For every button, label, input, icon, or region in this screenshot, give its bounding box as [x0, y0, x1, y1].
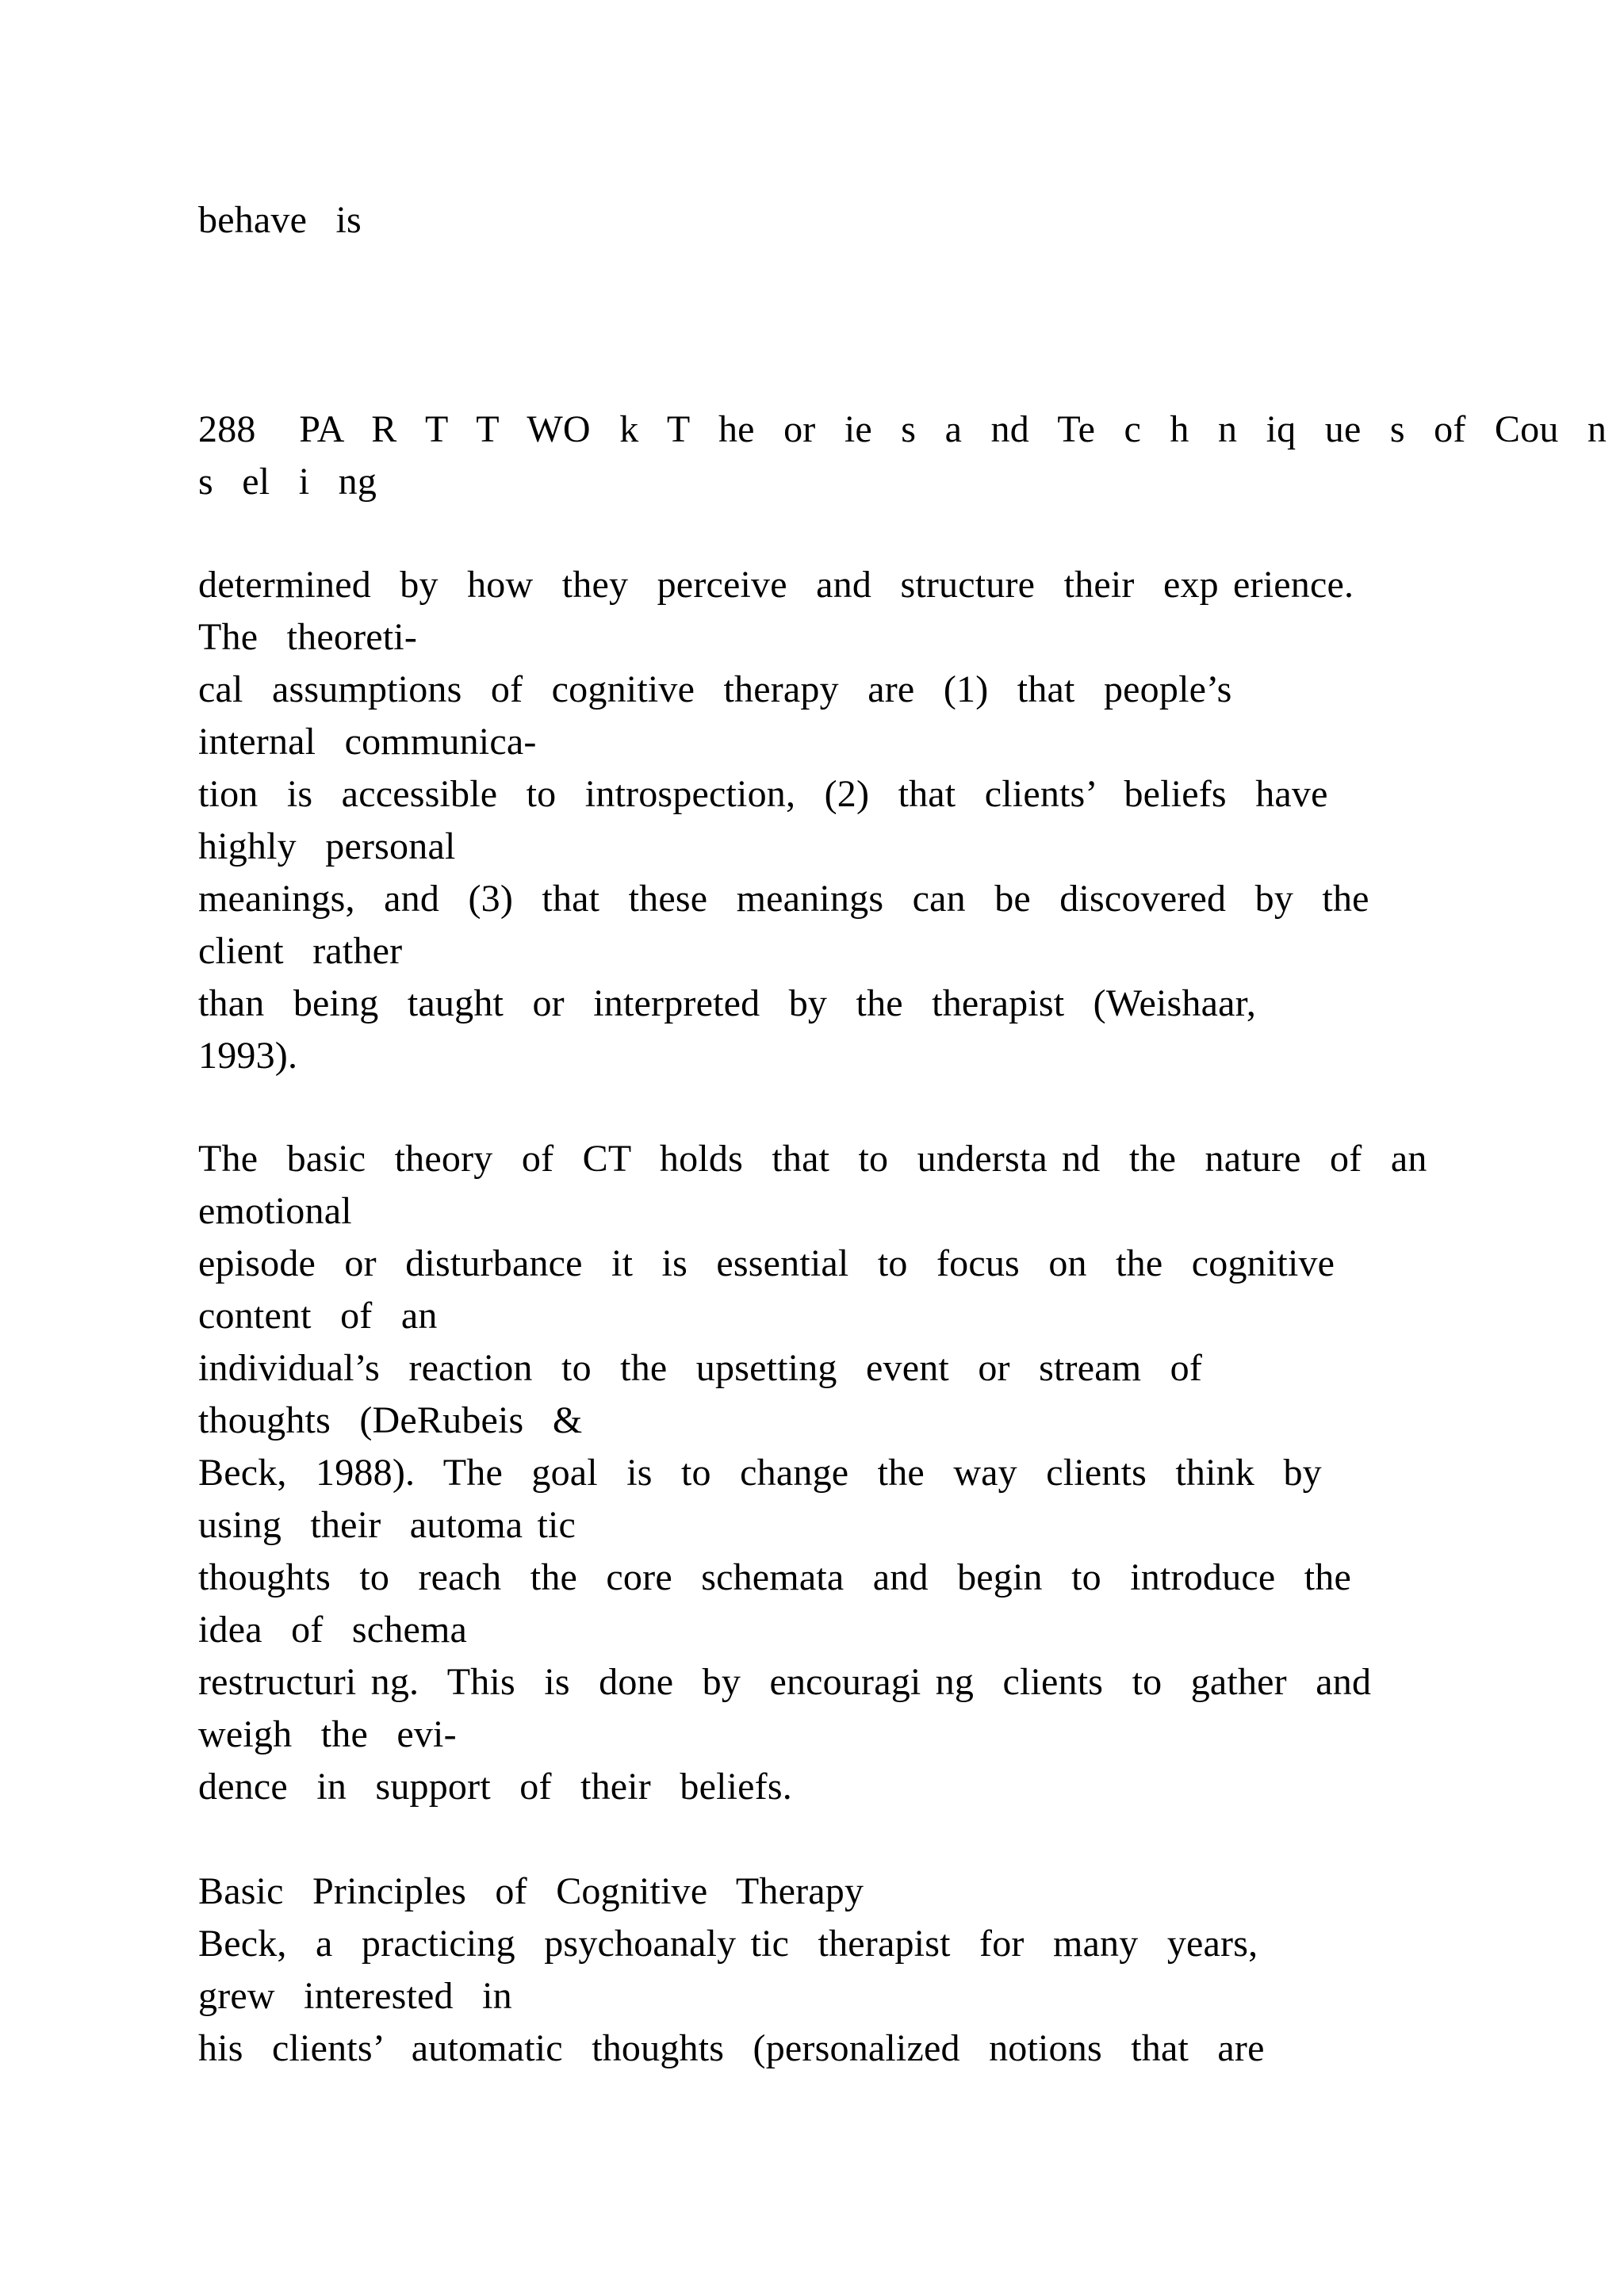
text-line: Beck, a practicing psychoanaly tic therapist for many years, — [198, 1923, 1258, 1965]
text-line: dence in support of their beliefs. — [198, 1766, 792, 1808]
text-line: restructuri ng. This is done by encouragi ng clients to gather and — [198, 1661, 1372, 1703]
text-line: highly personal — [198, 825, 456, 867]
text-line: client rather — [198, 930, 403, 972]
text-line: using their automa tic — [198, 1504, 576, 1546]
text-line: episode or disturbance it is essential to focus on the cognitive — [198, 1242, 1335, 1284]
text-line: weigh the evi- — [198, 1713, 457, 1755]
text-line: grew interested in — [198, 1975, 512, 2017]
text-line: emotional — [198, 1190, 352, 1232]
running-header: 288 PA R T T WO k T he or ie s a nd Te c h n iq ue s of Cou n — [198, 408, 1607, 450]
text-line: behave is — [198, 199, 362, 241]
running-header-continued: s el i ng — [198, 461, 377, 503]
section-heading: Basic Principles of Cognitive Therapy — [198, 1870, 864, 1912]
text-line: cal assumptions of cognitive therapy are (1) that people’s — [198, 668, 1232, 710]
text-line: 1993). — [198, 1035, 298, 1077]
text-line: internal communica- — [198, 721, 537, 763]
text-line: his clients’ automatic thoughts (personalized notions that are — [198, 2027, 1265, 2069]
text-line: meanings, and (3) that these meanings can be discovered by the — [198, 878, 1369, 920]
text-line: thoughts (DeRubeis & — [198, 1399, 583, 1441]
text-line: determined by how they perceive and structure their exp erience. — [198, 564, 1354, 606]
text-line: The basic theory of CT holds that to understa nd the nature of an — [198, 1138, 1427, 1180]
text-line: thoughts to reach the core schemata and begin to introduce the — [198, 1556, 1351, 1598]
text-line: than being taught or interpreted by the therapist (Weishaar, — [198, 982, 1257, 1024]
text-line: individual’s reaction to the upsetting event or stream of — [198, 1347, 1203, 1389]
text-line: content of an — [198, 1295, 438, 1337]
text-line: Beck, 1988). The goal is to change the way clients think by — [198, 1452, 1322, 1494]
text-line: The theoreti- — [198, 616, 418, 658]
text-line: tion is accessible to introspection, (2) that clients’ beliefs have — [198, 773, 1328, 815]
text-line: idea of schema — [198, 1609, 468, 1651]
